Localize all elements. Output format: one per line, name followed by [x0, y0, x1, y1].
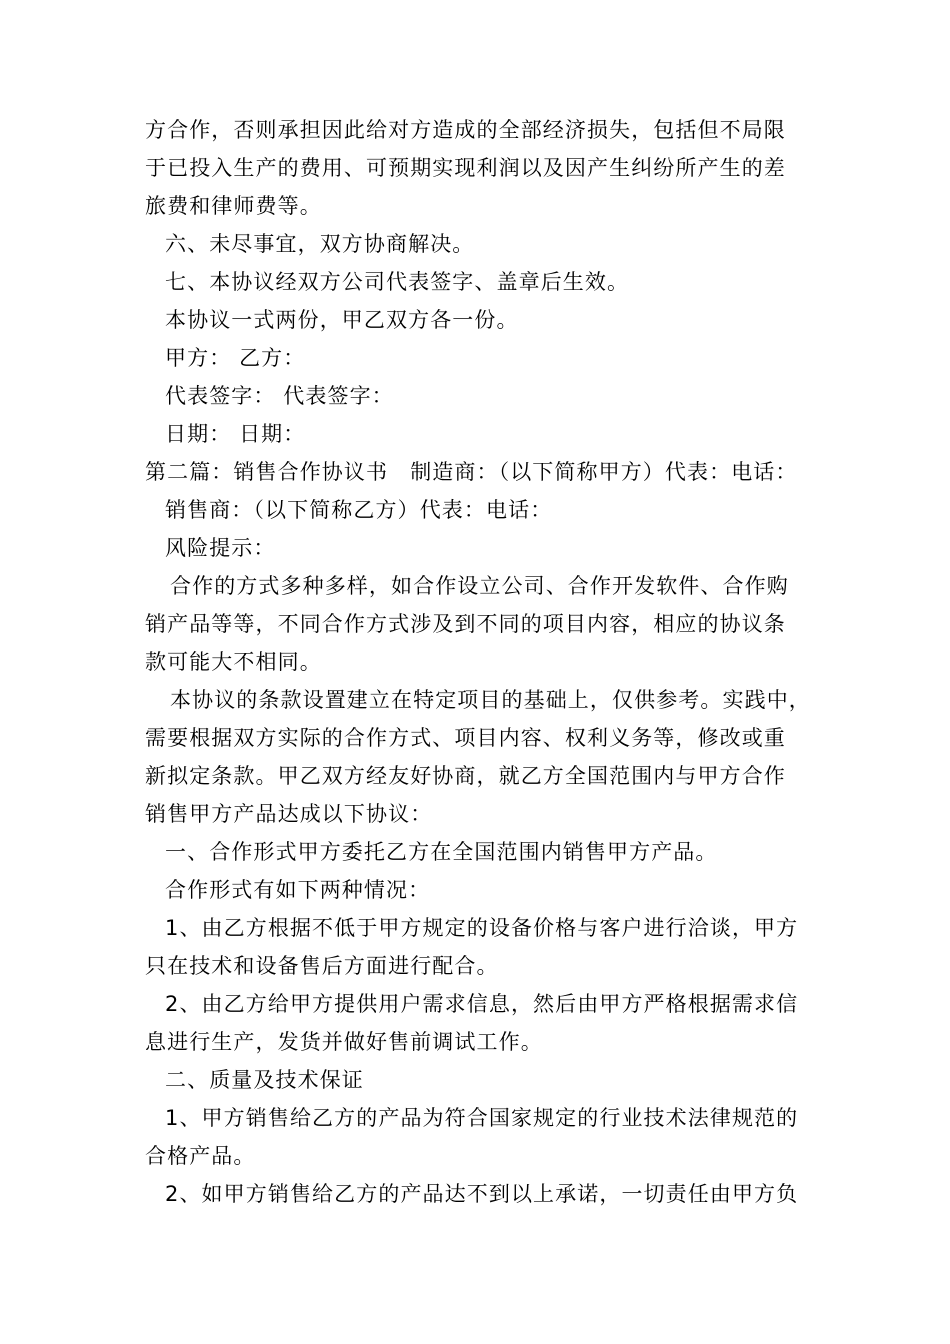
text-line: 七、本协议经双方公司代表签字、盖章后生效。 — [165, 270, 630, 294]
text-line: 需要根据双方实际的合作方式、项目内容、权利义务等，修改或重 — [145, 726, 786, 750]
text-line: 2、由乙方给甲方提供用户需求信息，然后由甲方严格根据需求信 — [165, 992, 799, 1016]
text-line: 2、如甲方销售给乙方的产品达不到以上承诺，一切责任由甲方负 — [165, 1182, 799, 1206]
text-line: 日期： 日期： — [165, 422, 306, 446]
text-line: 六、未尽事宜，双方协商解决。 — [165, 232, 475, 256]
text-line: 一、合作形式甲方委托乙方在全国范围内销售甲方产品。 — [165, 840, 718, 864]
text-line: 新拟定条款。甲乙双方经友好协商，就乙方全国范围内与甲方合作 — [145, 764, 786, 788]
text-line: 销产品等等，不同合作方式涉及到不同的项目内容，相应的协议条 — [145, 612, 786, 636]
text-line: 甲方： 乙方： — [165, 346, 306, 370]
text-line: 销售商：（以下简称乙方）代表：电话： — [165, 498, 553, 522]
text-line: 旅费和律师费等。 — [145, 194, 322, 218]
text-line: 合格产品。 — [145, 1144, 256, 1168]
text-line: 合作的方式多种多样，如合作设立公司、合作开发软件、合作购 — [170, 574, 789, 598]
text-line: 方合作，否则承担因此给对方造成的全部经济损失，包括但不局限 — [145, 118, 786, 142]
text-line: 销售甲方产品达成以下协议： — [145, 802, 433, 826]
text-line: 1、甲方销售给乙方的产品为符合国家规定的行业技术法律规范的 — [165, 1106, 799, 1130]
text-line: 风险提示： — [165, 536, 276, 560]
text-line: 款可能大不相同。 — [145, 650, 322, 674]
section-heading: 第二篇：销售合作协议书 制造商：（以下简称甲方）代表：电话： — [145, 460, 798, 484]
text-line: 本协议一式两份，甲乙双方各一份。 — [165, 308, 519, 332]
text-line: 于已投入生产的费用、可预期实现利润以及因产生纠纷所产生的差 — [145, 156, 786, 180]
text-line: 只在技术和设备售后方面进行配合。 — [145, 954, 499, 978]
text-line: 1、由乙方根据不低于甲方规定的设备价格与客户进行洽谈，甲方 — [165, 916, 799, 940]
text-line: 息进行生产，发货并做好售前调试工作。 — [145, 1030, 543, 1054]
text-line: 本协议的条款设置建立在特定项目的基础上，仅供参考。实践中， — [170, 688, 811, 712]
text-line: 代表签字： 代表签字： — [165, 384, 394, 408]
text-line: 合作形式有如下两种情况： — [165, 878, 431, 902]
text-line: 二、质量及技术保证 — [165, 1068, 364, 1092]
